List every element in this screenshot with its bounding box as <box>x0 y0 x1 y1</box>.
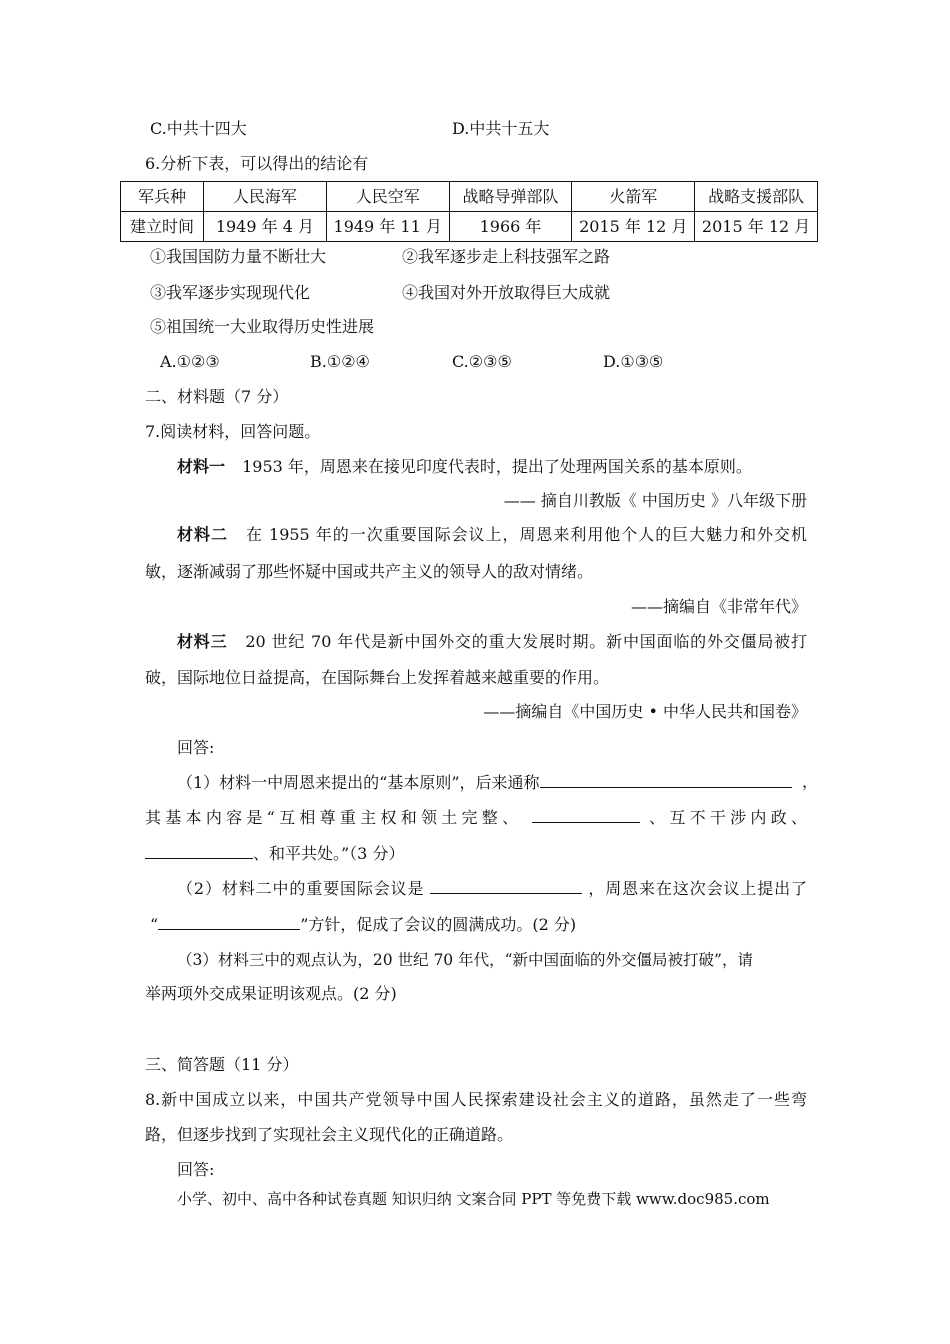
q8-line-1: 8.新中国成立以来，中国共产党领导中国人民探索建设社会主义的道路，虽然走了一些弯 <box>145 1090 807 1109</box>
q6-option-d: D.①③⑤ <box>603 352 664 371</box>
material-2-source: ——摘编自《非常年代》 <box>630 597 807 616</box>
q8-line-2: 路，但逐步找到了实现社会主义现代化的正确道路。 <box>145 1125 514 1144</box>
table-header-row <box>121 182 818 212</box>
table-cell-branch: 战略支援部队 <box>695 182 818 212</box>
q5-option-d: D.中共十五大 <box>452 119 550 138</box>
material-3-text: 20 世纪 70 年代是新中国外交的重大发展时期。新中国面临的外交僵局被打 <box>245 632 807 651</box>
table-cell-branch: 战略导弹部队 <box>449 182 572 212</box>
table-cell-date: 1949 年 11 月 <box>326 212 449 242</box>
table-row <box>121 212 818 242</box>
answer-blank[interactable] <box>430 877 582 894</box>
q7-sub1-text: 、和平共处。”（3 分） <box>253 844 405 863</box>
q7-sub1-text: （1）材料一中周恩来提出的“基本原则”，后来通称 <box>177 773 540 792</box>
q7-sub2-line-2 <box>150 913 576 936</box>
material-2-line-2: 敏，逐渐减弱了那些怀疑中国或共产主义的领导人的敌对情绪。 <box>145 562 594 581</box>
q7-sub1-comma: ， <box>802 772 819 791</box>
table-cell-date: 1966 年 <box>449 212 572 242</box>
material-1 <box>177 456 752 478</box>
table-cell-date: 1949 年 4 月 <box>204 212 327 242</box>
q7-sub1-text: 其基本内容是“互相尊重主权和领土完整、 <box>145 808 523 827</box>
q7-stem: 7.阅读材料，回答问题。 <box>145 422 321 441</box>
q6-stem: 6.分析下表，可以得出的结论有 <box>145 154 369 173</box>
q7-sub3-line-1: （3）材料三中的观点认为，20 世纪 70 年代，“新中国面临的外交僵局被打破”，请 <box>177 951 753 969</box>
table-cell-branch: 火箭军 <box>572 182 695 212</box>
q6-statement: ④我国对外开放取得巨大成就 <box>402 283 611 302</box>
q5-option-c: C.中共十四大 <box>150 119 247 138</box>
table-header-label: 军兵种 <box>121 182 204 212</box>
q6-table <box>120 181 818 242</box>
q7-sub1-text: 、互不干涉内政、 <box>649 808 807 827</box>
q7-sub1-line-1 <box>177 771 792 794</box>
material-2-text: 在 1955 年的一次重要国际会议上，周恩来利用他个人的巨大魅力和外交机 <box>245 525 807 544</box>
answer-blank[interactable] <box>540 771 792 788</box>
q6-statement: ⑤祖国统一大业取得历史性进展 <box>150 317 375 336</box>
material-3-source: ——摘编自《中国历史 • 中华人民共和国卷》 <box>483 702 807 721</box>
material-1-label: 材料一 <box>177 457 226 476</box>
q6-statement: ②我军逐步走上科技强军之路 <box>402 247 611 266</box>
q7-sub1-line-2 <box>145 806 807 829</box>
q7-sub2-line-1 <box>177 877 807 900</box>
q6-option-b: B.①②④ <box>310 352 370 371</box>
material-3-line-1 <box>177 631 807 653</box>
answer-label: 回答: <box>177 738 215 757</box>
q6-option-c: C.②③⑤ <box>452 352 512 371</box>
q7-sub2-text: ，周恩来在这次会议上提出了 <box>588 879 808 898</box>
answer-blank[interactable] <box>158 913 300 930</box>
q7-sub2-text: “ <box>150 915 159 934</box>
answer-blank[interactable] <box>532 806 640 823</box>
table-row-label: 建立时间 <box>121 212 204 242</box>
q7-sub1-line-3 <box>145 842 404 865</box>
table-cell-branch: 人民空军 <box>326 182 449 212</box>
q7-sub2-text: ”方针，促成了会议的圆满成功。(2 分) <box>300 915 577 934</box>
material-3-line-2: 破，国际地位日益提高，在国际舞台上发挥着越来越重要的作用。 <box>145 668 610 687</box>
section-3-title: 三、简答题（11 分） <box>145 1055 299 1074</box>
q6-statement: ③我军逐步实现现代化 <box>150 283 311 302</box>
material-1-text: 1953 年，周恩来在接见印度代表时，提出了处理两国关系的基本原则。 <box>242 457 752 476</box>
answer-label: 回答: <box>177 1160 215 1179</box>
material-3-label: 材料三 <box>177 632 228 651</box>
section-2-title: 二、材料题（7 分） <box>145 387 289 406</box>
page-footer: 小学、初中、高中各种试卷真题 知识归纳 文案合同 PPT 等免费下载 www.doc985.com <box>177 1190 770 1208</box>
material-1-source: —— 摘自川教版《 中国历史 》八年级下册 <box>503 491 807 510</box>
q7-sub2-text: （2）材料二中的重要国际会议是 <box>177 879 425 898</box>
q7-sub3-line-2: 举两项外交成果证明该观点。(2 分) <box>145 984 397 1003</box>
table-cell-date: 2015 年 12 月 <box>572 212 695 242</box>
material-2-label: 材料二 <box>177 525 228 544</box>
answer-blank[interactable] <box>145 842 253 859</box>
table-cell-branch: 人民海军 <box>204 182 327 212</box>
q6-option-a: A.①②③ <box>160 352 220 371</box>
material-2-line-1 <box>177 524 807 546</box>
table-cell-date: 2015 年 12 月 <box>695 212 818 242</box>
q6-statement: ①我国国防力量不断壮大 <box>150 247 327 266</box>
